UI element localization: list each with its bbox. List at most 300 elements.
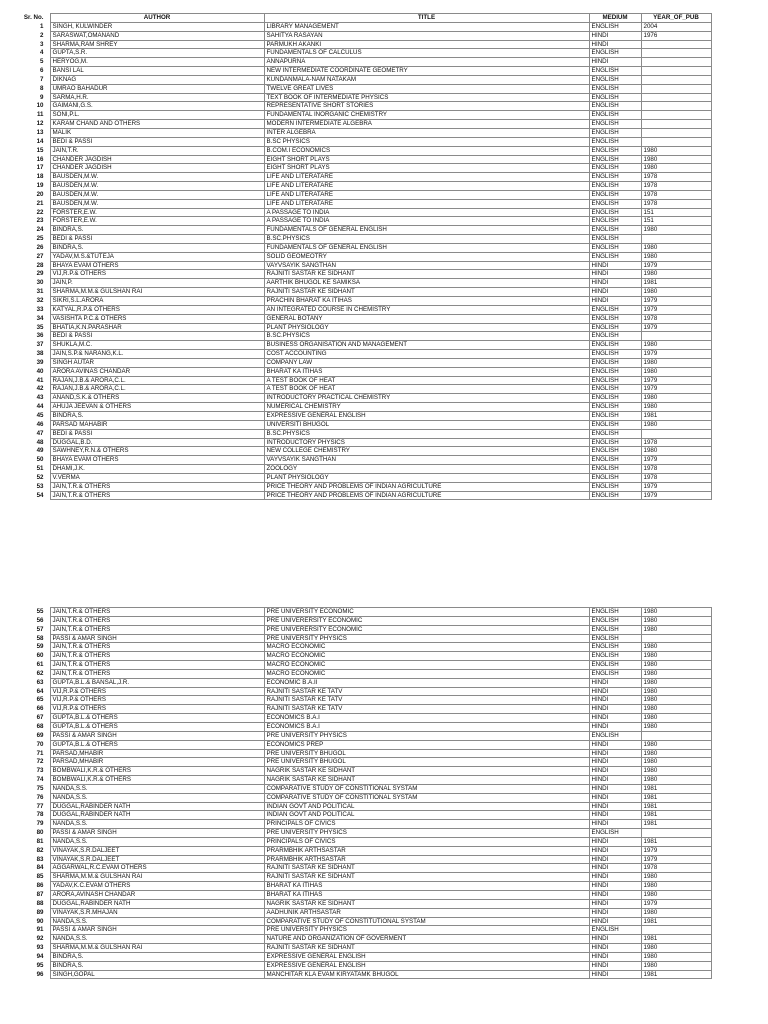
table-row bbox=[20, 714, 711, 723]
sr-no-cell: 63 bbox=[36, 678, 44, 686]
title-cell: B.SC.PHYSICS bbox=[264, 429, 589, 438]
sr-no-cell: 61 bbox=[36, 661, 44, 669]
sr-no-cell: 44 bbox=[36, 403, 44, 411]
sr-no-cell: 81 bbox=[36, 837, 44, 845]
sr-no-cell: 60 bbox=[36, 652, 44, 660]
medium-cell: ENGLISH bbox=[589, 350, 641, 359]
table-row bbox=[20, 93, 711, 102]
sr-no-cell: 71 bbox=[36, 749, 44, 757]
sr-no-cell: 5 bbox=[40, 58, 44, 66]
table-row bbox=[20, 243, 711, 252]
table-row bbox=[20, 891, 711, 900]
title-cell: GENERAL BOTANY bbox=[264, 314, 589, 323]
title-cell: SOLID GEOMEOTRY bbox=[264, 252, 589, 261]
title-cell: LIFE AND LITERATARE bbox=[264, 173, 589, 182]
medium-cell: HINDI bbox=[589, 882, 641, 891]
author-cell: NANDA,S.S. bbox=[50, 917, 264, 926]
year-cell: 1978 bbox=[641, 182, 711, 191]
medium-cell: ENGLISH bbox=[589, 411, 641, 420]
title-cell: A TEST BOOK OF HEAT bbox=[264, 376, 589, 385]
author-cell: BOMBWALI,K.R.& OTHERS bbox=[50, 776, 264, 785]
author-cell: PASSI & AMAR SINGH bbox=[50, 926, 264, 935]
table-row bbox=[20, 608, 711, 617]
sr-no-cell: 65 bbox=[36, 696, 44, 704]
medium-cell: HINDI bbox=[589, 58, 641, 67]
table-row bbox=[20, 696, 711, 705]
year-cell bbox=[641, 829, 711, 838]
author-cell: BHAYA EVAM OTHERS bbox=[50, 456, 264, 465]
year-cell: 1979 bbox=[641, 305, 711, 314]
title-cell: AADHUNIK ARTHSASTAR bbox=[264, 908, 589, 917]
medium-cell: HINDI bbox=[589, 908, 641, 917]
sr-no-cell: 24 bbox=[36, 226, 44, 234]
year-cell: 1980 bbox=[641, 961, 711, 970]
table-row bbox=[20, 944, 711, 953]
author-cell: SHUKLA,M.C. bbox=[50, 341, 264, 350]
author-cell: YADAV,K.C.EVAM OTHERS bbox=[50, 882, 264, 891]
sr-no-cell: 47 bbox=[36, 429, 44, 437]
author-cell: ANAND,S.K.& OTHERS bbox=[50, 394, 264, 403]
year-cell: 1980 bbox=[641, 164, 711, 173]
year-cell: 1980 bbox=[641, 643, 711, 652]
year-cell: 1980 bbox=[641, 403, 711, 412]
sr-no-cell: 93 bbox=[36, 944, 44, 952]
medium-cell: ENGLISH bbox=[589, 367, 641, 376]
medium-cell: ENGLISH bbox=[589, 669, 641, 678]
title-cell: TEXT BOOK OF INTERMEDIATE PHYSICS bbox=[264, 93, 589, 102]
table-row bbox=[20, 705, 711, 714]
author-cell: PASSI & AMAR SINGH bbox=[50, 634, 264, 643]
sr-no-cell: 11 bbox=[36, 111, 44, 119]
sr-no-cell: 96 bbox=[36, 970, 44, 978]
title-cell: PLANT PHYSIOLOGY bbox=[264, 323, 589, 332]
table-row bbox=[20, 616, 711, 625]
year-cell bbox=[641, 128, 711, 137]
title-cell: NEW INTERMEDIATE COORDINATE GEOMETRY bbox=[264, 67, 589, 76]
table-row bbox=[20, 75, 711, 84]
table-row bbox=[20, 332, 711, 341]
medium-cell: HINDI bbox=[589, 802, 641, 811]
medium-cell: ENGLISH bbox=[589, 182, 641, 191]
author-cell: JAIN,T.R.& OTHERS bbox=[50, 669, 264, 678]
author-cell: SHARMA,M.M.& GULSHAN RAI bbox=[50, 288, 264, 297]
author-cell: NANDA,S.S. bbox=[50, 820, 264, 829]
medium-cell: ENGLISH bbox=[589, 376, 641, 385]
sr-no-cell: 91 bbox=[36, 926, 44, 934]
table-row bbox=[20, 128, 711, 137]
medium-cell: HINDI bbox=[589, 31, 641, 40]
table-row bbox=[20, 217, 711, 226]
author-cell: BINDRA,S. bbox=[50, 411, 264, 420]
table-row bbox=[20, 226, 711, 235]
title-cell: INDIAN GOVT AND POLITICAL bbox=[264, 811, 589, 820]
title-cell: MACRO ECONOMIC bbox=[264, 661, 589, 670]
year-cell: 1979 bbox=[641, 297, 711, 306]
sr-no-cell: 2 bbox=[40, 31, 44, 39]
sr-no-cell: 7 bbox=[40, 75, 44, 83]
author-cell: VASISHTA P.C.& OTHERS bbox=[50, 314, 264, 323]
medium-cell: ENGLISH bbox=[589, 634, 641, 643]
title-cell: PRICE THEORY AND PROBLEMS OF INDIAN AGRICULTURE bbox=[264, 491, 589, 500]
title-cell: PRE UNIVERSITY BHUGOL bbox=[264, 758, 589, 767]
title-cell: FUNDAMENTALS OF GENERAL ENGLISH bbox=[264, 243, 589, 252]
medium-cell: HINDI bbox=[589, 288, 641, 297]
author-cell: NANDA,S.S. bbox=[50, 935, 264, 944]
year-cell: 1980 bbox=[641, 447, 711, 456]
sr-no-cell: 51 bbox=[36, 465, 44, 473]
medium-cell: HINDI bbox=[589, 811, 641, 820]
title-cell: PRACHIN BHARAT KA ITIHAS bbox=[264, 297, 589, 306]
year-cell: 1980 bbox=[641, 722, 711, 731]
author-cell: NANDA,S.S. bbox=[50, 793, 264, 802]
sr-no-cell: 46 bbox=[36, 420, 44, 428]
sr-no-cell: 77 bbox=[36, 802, 44, 810]
sr-no-cell: 55 bbox=[36, 608, 44, 615]
title-cell: COMPANY LAW bbox=[264, 358, 589, 367]
author-cell: VIJ,R.P.& OTHERS bbox=[50, 705, 264, 714]
medium-cell: HINDI bbox=[589, 784, 641, 793]
author-cell: MALIK bbox=[50, 128, 264, 137]
author-cell: BAUSDEN,M.W. bbox=[50, 173, 264, 182]
medium-cell: ENGLISH bbox=[589, 652, 641, 661]
author-cell: FORSTER,E.W. bbox=[50, 217, 264, 226]
sr-no-cell: 32 bbox=[36, 297, 44, 304]
table-row bbox=[20, 961, 711, 970]
sr-no-cell: 73 bbox=[36, 767, 44, 775]
author-cell: BINDRA,S. bbox=[50, 952, 264, 961]
sr-no-cell: 52 bbox=[36, 473, 44, 481]
table-row bbox=[20, 687, 711, 696]
author-cell: SARASWAT,OMANAND bbox=[50, 31, 264, 40]
title-cell: INTRODUCTORY PHYSICS bbox=[264, 438, 589, 447]
table-row bbox=[20, 341, 711, 350]
year-cell bbox=[641, 332, 711, 341]
medium-cell: HINDI bbox=[589, 678, 641, 687]
title-cell: B.SC.PHYSICS bbox=[264, 332, 589, 341]
sr-no-cell: 83 bbox=[36, 855, 44, 863]
sr-no-cell: 28 bbox=[36, 261, 44, 269]
title-cell: BUSINESS ORGANISATION AND MANAGEMENT bbox=[264, 341, 589, 350]
year-cell: 151 bbox=[641, 217, 711, 226]
title-cell: PRARMBHIK ARTHSASTAR bbox=[264, 846, 589, 855]
author-cell: BHATIA,K.N.PARASHAR bbox=[50, 323, 264, 332]
table-row bbox=[20, 279, 711, 288]
author-cell: VINAYAK,S.R.MHAJAN bbox=[50, 908, 264, 917]
title-cell: NAGRIK SASTAR KE SIDHANT bbox=[264, 767, 589, 776]
sr-no-cell: 34 bbox=[36, 314, 44, 322]
author-cell: DUGGAL,B.D. bbox=[50, 438, 264, 447]
title-cell: RAJNITI SASTAR KE TATV bbox=[264, 687, 589, 696]
sr-no-cell: 75 bbox=[36, 784, 44, 792]
table-row bbox=[20, 652, 711, 661]
table-row bbox=[20, 49, 711, 58]
medium-cell: HINDI bbox=[589, 891, 641, 900]
author-cell: GUPTA,B.L.& BANSAL,J.R. bbox=[50, 678, 264, 687]
year-cell bbox=[641, 67, 711, 76]
year-cell: 1980 bbox=[641, 952, 711, 961]
table-row bbox=[20, 882, 711, 891]
title-cell: KUNDANMALA-NAM NATAKAM bbox=[264, 75, 589, 84]
sr-no-cell: 76 bbox=[36, 793, 44, 801]
sr-no-cell: 90 bbox=[36, 917, 44, 925]
author-cell: HERYOG,M. bbox=[50, 58, 264, 67]
table-row bbox=[20, 31, 711, 40]
year-cell: 1980 bbox=[641, 873, 711, 882]
sr-no-cell: 40 bbox=[36, 367, 44, 375]
table-row bbox=[20, 411, 711, 420]
year-cell: 1981 bbox=[641, 811, 711, 820]
title-cell: MODERN INTERMEDIATE ALGEBRA bbox=[264, 120, 589, 129]
author-cell: BAUSDEN,M.W. bbox=[50, 182, 264, 191]
author-cell: SAWHNEY,R.N.& OTHERS bbox=[50, 447, 264, 456]
table-row bbox=[20, 740, 711, 749]
table-row bbox=[20, 625, 711, 634]
author-cell: PARSAD,MHABIR bbox=[50, 758, 264, 767]
author-cell: VINAYAK,S.R.DALJEET bbox=[50, 846, 264, 855]
medium-cell: ENGLISH bbox=[589, 155, 641, 164]
year-cell: 1980 bbox=[641, 341, 711, 350]
table-row bbox=[20, 802, 711, 811]
medium-cell: HINDI bbox=[589, 944, 641, 953]
sr-no-cell: 39 bbox=[36, 358, 44, 366]
medium-cell: HINDI bbox=[589, 722, 641, 731]
medium-cell: ENGLISH bbox=[589, 926, 641, 935]
table-row bbox=[20, 190, 711, 199]
medium-cell: ENGLISH bbox=[589, 447, 641, 456]
title-cell: FUNDAMENTALS OF GENERAL ENGLISH bbox=[264, 226, 589, 235]
author-cell: VIJ,R.P.& OTHERS bbox=[50, 270, 264, 279]
year-cell: 1980 bbox=[641, 652, 711, 661]
title-cell: VAYVSAYIK SANGTHAN bbox=[264, 456, 589, 465]
table-row bbox=[20, 820, 711, 829]
title-cell: RAJNITI SASTAR KE TATV bbox=[264, 705, 589, 714]
table-row bbox=[20, 846, 711, 855]
author-cell: BINDRA,S. bbox=[50, 243, 264, 252]
author-cell: JAIN,T.R.& OTHERS bbox=[50, 625, 264, 634]
author-cell: BAUSDEN,M.W. bbox=[50, 199, 264, 208]
year-cell: 1980 bbox=[641, 908, 711, 917]
header-author: AUTHOR bbox=[50, 14, 264, 23]
author-cell: BEDI & PASSI bbox=[50, 235, 264, 244]
table-row bbox=[20, 873, 711, 882]
title-cell: PRARMBHIK ARTHSASTAR bbox=[264, 855, 589, 864]
title-cell: PRE UNIVERSITY PHYSICS bbox=[264, 634, 589, 643]
table-row bbox=[20, 297, 711, 306]
year-cell: 1980 bbox=[641, 146, 711, 155]
title-cell: SAHITYA RASAYAN bbox=[264, 31, 589, 40]
sr-no-cell: 42 bbox=[36, 385, 44, 393]
table-row bbox=[20, 358, 711, 367]
table-row bbox=[20, 935, 711, 944]
author-cell: PARSAD,MHABIR bbox=[50, 749, 264, 758]
sr-no-cell: 17 bbox=[36, 164, 44, 172]
table-row bbox=[20, 758, 711, 767]
sr-no-cell: 48 bbox=[36, 438, 44, 446]
title-cell: EXPRESSIVE GENERAL ENGLISH bbox=[264, 411, 589, 420]
title-cell: EXPRESSIVE GENERAL ENGLISH bbox=[264, 952, 589, 961]
medium-cell: HINDI bbox=[589, 687, 641, 696]
sr-no-cell: 33 bbox=[36, 305, 44, 313]
medium-cell: HINDI bbox=[589, 917, 641, 926]
author-cell: DUGGAL,RABINDER NATH bbox=[50, 811, 264, 820]
table-row bbox=[20, 634, 711, 643]
table-row bbox=[20, 403, 711, 412]
year-cell bbox=[641, 84, 711, 93]
sr-no-cell: 21 bbox=[36, 199, 44, 207]
title-cell: BHARAT KA ITIHAS bbox=[264, 367, 589, 376]
sr-no-cell: 54 bbox=[36, 491, 44, 499]
medium-cell: ENGLISH bbox=[589, 164, 641, 173]
medium-cell: ENGLISH bbox=[589, 305, 641, 314]
medium-cell: ENGLISH bbox=[589, 75, 641, 84]
table-row bbox=[20, 678, 711, 687]
year-cell bbox=[641, 634, 711, 643]
sr-no-cell: 82 bbox=[36, 846, 44, 854]
sr-no-cell: 20 bbox=[36, 190, 44, 198]
title-cell: LIFE AND LITERATARE bbox=[264, 199, 589, 208]
table-row bbox=[20, 429, 711, 438]
table-row bbox=[20, 491, 711, 500]
title-cell: ECONOMICS B.A.I bbox=[264, 714, 589, 723]
medium-cell: HINDI bbox=[589, 749, 641, 758]
sr-no-cell: 95 bbox=[36, 961, 44, 969]
medium-cell: ENGLISH bbox=[589, 49, 641, 58]
sr-no-cell: 41 bbox=[36, 376, 44, 384]
year-cell: 1980 bbox=[641, 367, 711, 376]
title-cell: PRE UNIVERSITY PHYSICS bbox=[264, 829, 589, 838]
table-row bbox=[20, 58, 711, 67]
table-row bbox=[20, 855, 711, 864]
title-cell: RAJNITI SASTAR KE SIDHANT bbox=[264, 873, 589, 882]
author-cell: PASSI & AMAR SINGH bbox=[50, 731, 264, 740]
sr-no-cell: 22 bbox=[36, 208, 44, 216]
sr-no-cell: 27 bbox=[36, 252, 44, 260]
sr-no-cell: 53 bbox=[36, 482, 44, 490]
year-cell bbox=[641, 49, 711, 58]
table-row bbox=[20, 252, 711, 261]
year-cell: 1979 bbox=[641, 350, 711, 359]
table-row bbox=[20, 182, 711, 191]
title-cell: INTER ALGEBRA bbox=[264, 128, 589, 137]
author-cell: DHAMI,J.K. bbox=[50, 465, 264, 474]
sr-no-cell: 87 bbox=[36, 891, 44, 898]
year-cell: 1980 bbox=[641, 740, 711, 749]
medium-cell: ENGLISH bbox=[589, 226, 641, 235]
table-row bbox=[20, 917, 711, 926]
sr-no-cell: 25 bbox=[36, 235, 44, 243]
sr-no-cell: 67 bbox=[36, 714, 44, 722]
year-cell: 1978 bbox=[641, 314, 711, 323]
year-cell bbox=[641, 111, 711, 120]
sr-no-cell: 57 bbox=[36, 625, 44, 633]
year-cell bbox=[641, 75, 711, 84]
medium-cell: ENGLISH bbox=[589, 608, 641, 617]
author-cell: JAIN,T.R.& OTHERS bbox=[50, 661, 264, 670]
table-row bbox=[20, 84, 711, 93]
year-cell: 1978 bbox=[641, 438, 711, 447]
year-cell: 1980 bbox=[641, 687, 711, 696]
year-cell: 1979 bbox=[641, 482, 711, 491]
year-cell: 1979 bbox=[641, 323, 711, 332]
title-cell: PRE UNIVERSITY BHUGOL bbox=[264, 749, 589, 758]
sr-no-cell: 84 bbox=[36, 864, 44, 872]
author-cell: DUGGAL,RABINDER NATH bbox=[50, 899, 264, 908]
medium-cell: ENGLISH bbox=[589, 67, 641, 76]
table-row bbox=[20, 385, 711, 394]
year-cell: 1980 bbox=[641, 705, 711, 714]
medium-cell: ENGLISH bbox=[589, 208, 641, 217]
year-cell: 1980 bbox=[641, 767, 711, 776]
year-cell bbox=[641, 235, 711, 244]
author-cell: BINDRA,S. bbox=[50, 961, 264, 970]
medium-cell: ENGLISH bbox=[589, 102, 641, 111]
year-cell: 1981 bbox=[641, 917, 711, 926]
author-cell: BAUSDEN,M.W. bbox=[50, 190, 264, 199]
author-cell: SONI,P.L. bbox=[50, 111, 264, 120]
author-cell: JAIN,T.R. bbox=[50, 146, 264, 155]
title-cell: MACRO ECONOMIC bbox=[264, 643, 589, 652]
year-cell bbox=[641, 40, 711, 49]
author-cell: VIJ,R.P.& OTHERS bbox=[50, 696, 264, 705]
year-cell: 1979 bbox=[641, 261, 711, 270]
author-cell: BEDI & PASSI bbox=[50, 137, 264, 146]
author-cell: VINAYAK,S.R.DALJEET bbox=[50, 855, 264, 864]
medium-cell: ENGLISH bbox=[589, 217, 641, 226]
year-cell: 1981 bbox=[641, 970, 711, 979]
title-cell: ECONOMICS B.A.I bbox=[264, 722, 589, 731]
year-cell: 151 bbox=[641, 208, 711, 217]
title-cell: PRINCIPALS OF CIVICS bbox=[264, 837, 589, 846]
table-row bbox=[20, 111, 711, 120]
title-cell: B.SC PHYSICS bbox=[264, 137, 589, 146]
sr-no-cell: 70 bbox=[36, 740, 44, 748]
title-cell: NAGRIK SASTAR KE SIDHANT bbox=[264, 776, 589, 785]
title-cell: BHARAT KA ITIHAS bbox=[264, 891, 589, 900]
sr-no-cell: 38 bbox=[36, 350, 44, 358]
medium-cell: ENGLISH bbox=[589, 252, 641, 261]
year-cell: 1980 bbox=[641, 661, 711, 670]
year-cell: 1979 bbox=[641, 376, 711, 385]
medium-cell: HINDI bbox=[589, 855, 641, 864]
author-cell: PASSI & AMAR SINGH bbox=[50, 829, 264, 838]
title-cell: LIBRARY MANAGEMENT bbox=[264, 22, 589, 31]
medium-cell: ENGLISH bbox=[589, 394, 641, 403]
medium-cell: HINDI bbox=[589, 297, 641, 306]
year-cell: 1980 bbox=[641, 616, 711, 625]
title-cell: RAJNITI SASTAR KE SIDHANT bbox=[264, 270, 589, 279]
sr-no-cell: 58 bbox=[36, 634, 44, 642]
author-cell: RAJAN,J.B.& ARORA,C.L. bbox=[50, 385, 264, 394]
title-cell: PRE UNIVERSITY PHYSICS bbox=[264, 926, 589, 935]
author-cell: BANSI LAL bbox=[50, 67, 264, 76]
title-cell: PRE UNIVERSITY ECONOMIC bbox=[264, 608, 589, 617]
sr-no-cell: 16 bbox=[36, 155, 44, 163]
title-cell: AN INTEGRATED COURSE IN CHEMISTRY bbox=[264, 305, 589, 314]
year-cell bbox=[641, 137, 711, 146]
title-cell: PRE UNIVERERSITY ECONOMIC bbox=[264, 625, 589, 634]
medium-cell: ENGLISH bbox=[589, 146, 641, 155]
table-row bbox=[20, 173, 711, 182]
sr-no-cell: 92 bbox=[36, 935, 44, 943]
year-cell: 1981 bbox=[641, 802, 711, 811]
year-cell: 1980 bbox=[641, 891, 711, 900]
title-cell: INTRODUCTORY PRACTICAL CHEMISTRY bbox=[264, 394, 589, 403]
year-cell: 1980 bbox=[641, 155, 711, 164]
medium-cell: ENGLISH bbox=[589, 358, 641, 367]
title-cell: B.SC.PHYSICS bbox=[264, 235, 589, 244]
medium-cell: ENGLISH bbox=[589, 456, 641, 465]
medium-cell: ENGLISH bbox=[589, 403, 641, 412]
